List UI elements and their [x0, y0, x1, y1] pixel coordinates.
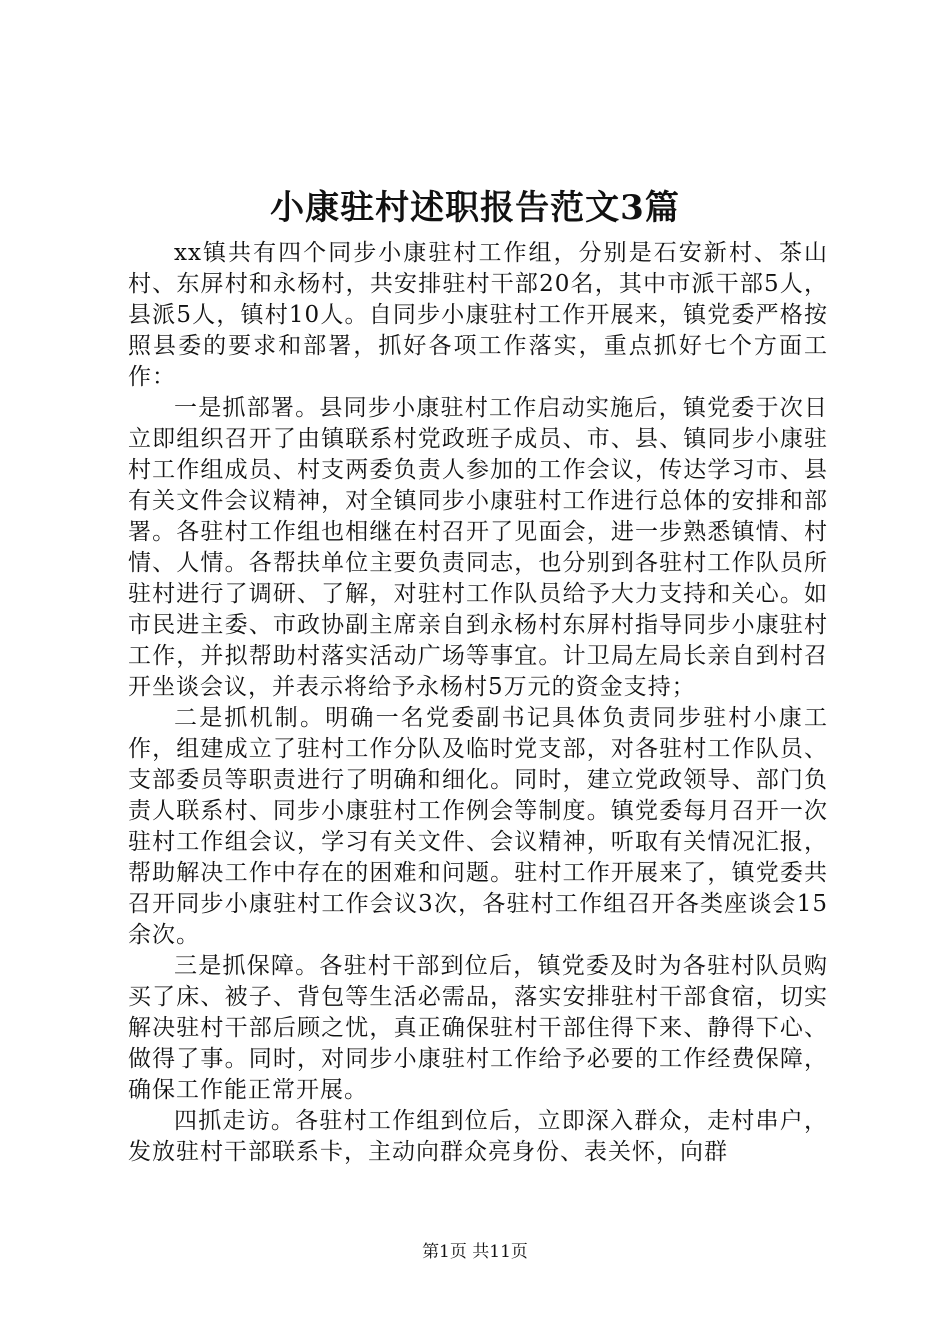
paragraph-mechanism: 二是抓机制。明确一名党委副书记具体负责同步驻村小康工作，组建成立了驻村工作分队及临时党支部，对各驻村工作队员、支部委员等职责进行了明确和细化。同时，建立党政领导、部门负责人联系村、同步小康驻村工作例会等制度。镇党委每月召开一次驻村工作组会议，学习有关文件、会议精神，听取有关情况汇报，帮助解决工作中存在的困难和问题。驻村工作开展来了，镇党委共召开同步小康驻村工作会议3次，各驻村工作组召开各类座谈会15余次。 — [128, 705, 828, 948]
paragraph-deployment: 一是抓部署。县同步小康驻村工作启动实施后，镇党委于次日立即组织召开了由镇联系村党政班子成员、市、县、镇同步小康驻村工作组成员、村支两委负责人参加的工作会议，传达学习市、县有关文件会议精神，对全镇同步小康驻村工作进行总体的安排和部署。各驻村工作组也相继在村召开了见面会，进一步熟悉镇情、村情、人情。各帮扶单位主要负责同志，也分别到各驻村工作队员所驻村进行了调研、了解，对驻村工作队员给予大力支持和关心。如市民进主委、市政协副主席亲自到永杨村东屏村指导同步小康驻村工作，并拟帮助村落实活动广场等事宜。计卫局左局长亲自到村召开坐谈会议，并表示将给予永杨村5万元的资金支持； — [128, 395, 828, 700]
page-footer: 第1页 共11页 — [422, 1242, 528, 1262]
paragraph-guarantee: 三是抓保障。各驻村干部到位后，镇党委及时为各驻村队员购买了床、被子、背包等生活必需品，落实安排驻村干部食宿，切实解决驻村干部后顾之忧，真正确保驻村干部住得下来、静得下心、做得了事。同时，对同步小康驻村工作给予必要的工作经费保障，确保工作能正常开展。 — [128, 953, 828, 1103]
paragraph-intro: xx镇共有四个同步小康驻村工作组，分别是石安新村、茶山村、东屏村和永杨村，共安排驻村干部20名，其中市派干部5人，县派5人，镇村10人。自同步小康驻村工作开展来，镇党委严格按照县委的要求和部署，抓好各项工作落实，重点抓好七个方面工作： — [128, 240, 828, 390]
paragraph-visits: 四抓走访。各驻村工作组到位后，立即深入群众，走村串户，发放驻村干部联系卡，主动向群众亮身份、表关怀，向群 — [128, 1108, 828, 1165]
page-title: 小康驻村述职报告范文3篇 — [270, 188, 680, 228]
document-body — [128, 238, 828, 1168]
